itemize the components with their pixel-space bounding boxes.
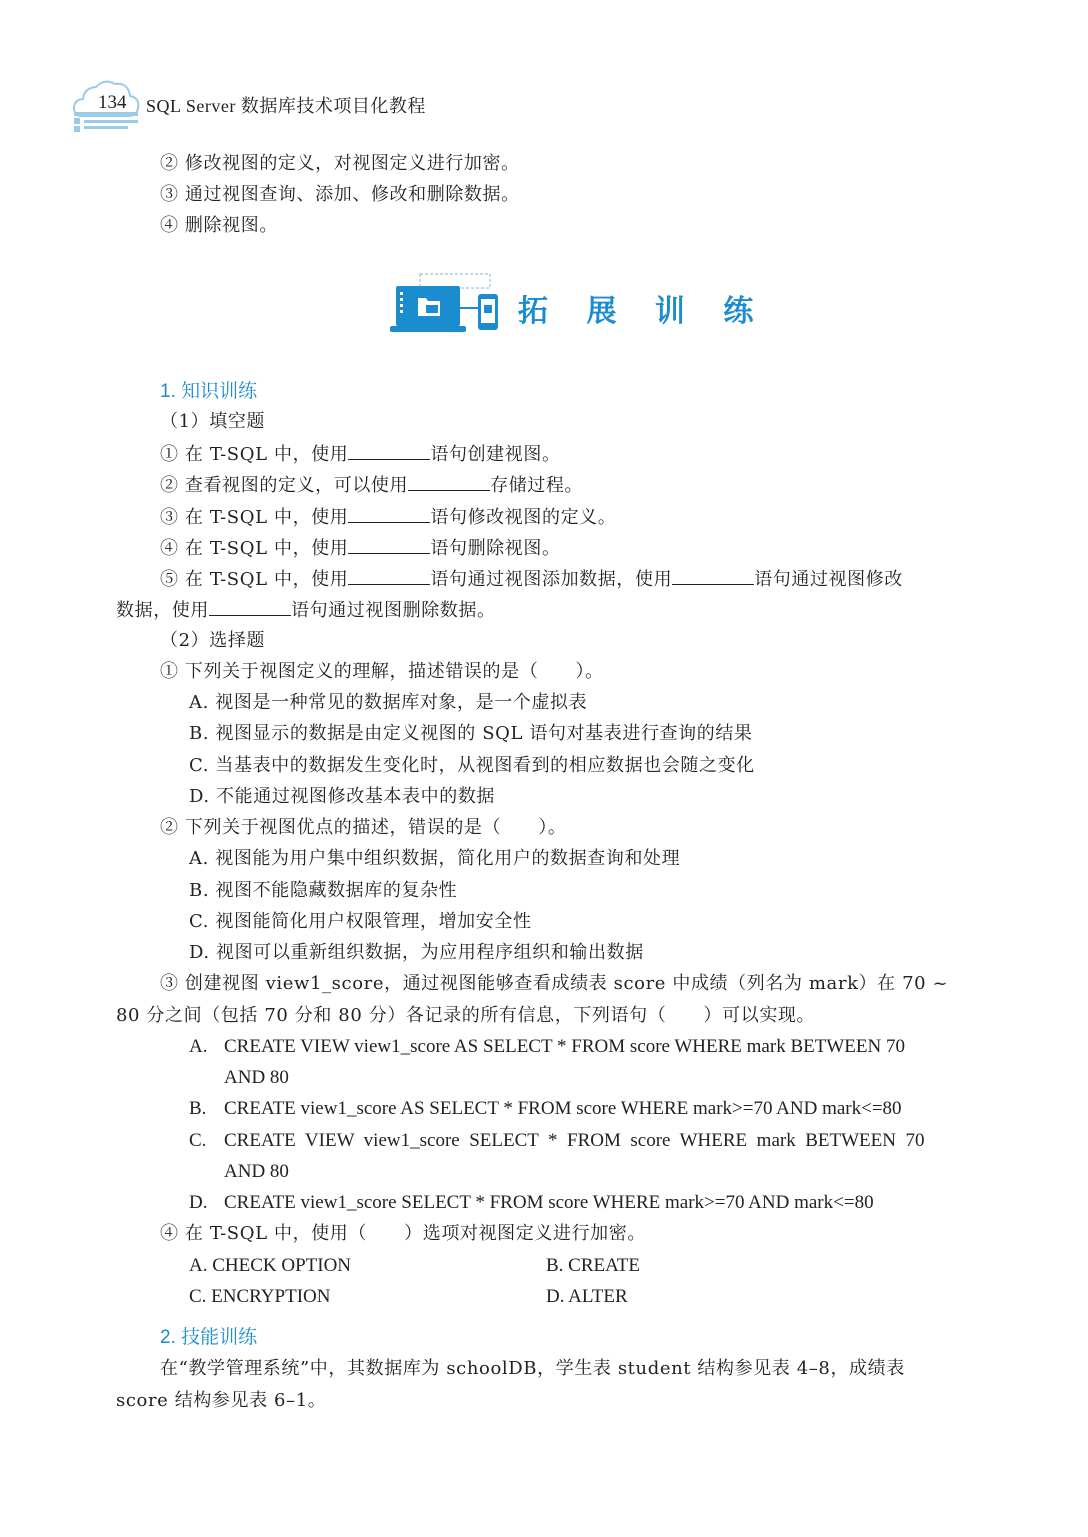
choice-option: C. 视图能简化用户权限管理，增加安全性 <box>189 911 532 932</box>
choice-option: C. 当基表中的数据发生变化时，从视图看到的相应数据也会随之变化 <box>189 755 755 776</box>
choice-option-label: D. <box>189 1192 208 1213</box>
answer-blank <box>672 566 754 585</box>
fill-question <box>160 566 903 592</box>
choice-question: ④ 在 T-SQL 中，使用（ ）选项对视图定义进行加密。 <box>160 1223 646 1244</box>
choice-question: ② 下列关于视图优点的描述，错误的是（ ）。 <box>160 817 567 838</box>
answer-blank <box>408 472 490 491</box>
laptop-phone-icon <box>390 272 512 336</box>
choice-option-label: A. <box>189 1036 208 1057</box>
choice-question: ① 下列关于视图定义的理解，描述错误的是（ ）。 <box>160 661 604 682</box>
question-text: ⑤ 在 T-SQL 中，使用 <box>160 569 349 590</box>
choice-option: D. 不能通过视图修改基本表中的数据 <box>189 786 496 807</box>
book-title: SQL Server 数据库技术项目化教程 <box>146 96 426 116</box>
intro-step: ④ 删除视图。 <box>160 215 278 236</box>
choice-option-cont: AND 80 <box>224 1067 289 1088</box>
answer-blank <box>209 597 291 616</box>
page-header <box>70 76 770 136</box>
answer-blank <box>348 504 430 523</box>
question-text: ② 查看视图的定义，可以使用 <box>160 475 409 496</box>
answer-blank <box>348 566 430 585</box>
choice-option: C. ENCRYPTION <box>189 1286 331 1307</box>
question-text: 数据，使用 <box>116 600 209 621</box>
section-heading: 1. 知识训练 <box>160 381 258 402</box>
choice-option: A. 视图能为用户集中组织数据，简化用户的数据查询和处理 <box>189 848 681 869</box>
fill-question-cont <box>116 597 496 623</box>
choice-question-cont: 80 分之间（包括 70 分和 80 分）各记录的所有信息，下列语句（ ）可以实现。 <box>116 1005 816 1026</box>
answer-blank <box>348 441 430 460</box>
section-heading: 2. 技能训练 <box>160 1327 258 1348</box>
question-text: 语句通过视图添加数据，使用 <box>430 569 673 590</box>
part-title: （1）填空题 <box>160 411 266 432</box>
fill-question <box>160 535 561 561</box>
choice-option: CREATE view1_score AS SELECT * FROM score WHERE mark>=70 AND mark<=80 <box>224 1098 902 1119</box>
choice-option: CREATE view1_score SELECT * FROM score WHERE mark>=70 AND mark<=80 <box>224 1192 874 1213</box>
choice-option-cont: AND 80 <box>224 1161 289 1182</box>
choice-option: D. 视图可以重新组织数据，为应用程序组织和输出数据 <box>189 942 644 963</box>
question-text: 语句通过视图删除数据。 <box>291 600 496 621</box>
choice-option-label: B. <box>189 1098 207 1119</box>
answer-blank <box>348 535 430 554</box>
question-text: 语句删除视图。 <box>430 538 561 559</box>
choice-option: B. CREATE <box>546 1255 640 1276</box>
question-text: ④ 在 T-SQL 中，使用 <box>160 538 349 559</box>
choice-option: CREATE VIEW view1_score SELECT * FROM score WHERE mark BETWEEN 70 <box>224 1130 925 1151</box>
question-text: 语句修改视图的定义。 <box>430 507 617 528</box>
question-text: 语句创建视图。 <box>430 444 561 465</box>
intro-step: ② 修改视图的定义，对视图定义进行加密。 <box>160 153 520 174</box>
intro-step: ③ 通过视图查询、添加、修改和删除数据。 <box>160 184 520 205</box>
choice-option: A. 视图是一种常见的数据库对象，是一个虚拟表 <box>189 692 588 713</box>
choice-option-label: C. <box>189 1130 207 1151</box>
question-text: 存储过程。 <box>490 475 584 496</box>
choice-option: CREATE VIEW view1_score AS SELECT * FROM score WHERE mark BETWEEN 70 <box>224 1036 905 1057</box>
banner-title: 拓 展 训 练 <box>518 294 768 329</box>
question-text: ① 在 T-SQL 中，使用 <box>160 444 349 465</box>
part-title: （2）选择题 <box>160 630 266 651</box>
question-text: 语句通过视图修改 <box>754 569 903 590</box>
question-text: ③ 在 T-SQL 中，使用 <box>160 507 349 528</box>
fill-question <box>160 504 616 530</box>
choice-option: B. 视图显示的数据是由定义视图的 SQL 语句对基表进行查询的结果 <box>189 723 753 744</box>
choice-option: A. CHECK OPTION <box>189 1255 352 1276</box>
choice-option: B. 视图不能隐藏数据库的复杂性 <box>189 880 458 901</box>
paragraph-cont: score 结构参见表 6–1。 <box>116 1390 327 1411</box>
page-number: 134 <box>98 92 127 113</box>
fill-question <box>160 441 561 467</box>
paragraph: 在“教学管理系统”中，其数据库为 schoolDB，学生表 student 结构参见表 4–8，成绩表 <box>160 1358 905 1379</box>
choice-option: D. ALTER <box>546 1286 628 1307</box>
fill-question <box>160 472 583 498</box>
choice-question: ③ 创建视图 view1_score，通过视图能够查看成绩表 score 中成绩（列名为 mark）在 70 ~ <box>160 973 949 994</box>
